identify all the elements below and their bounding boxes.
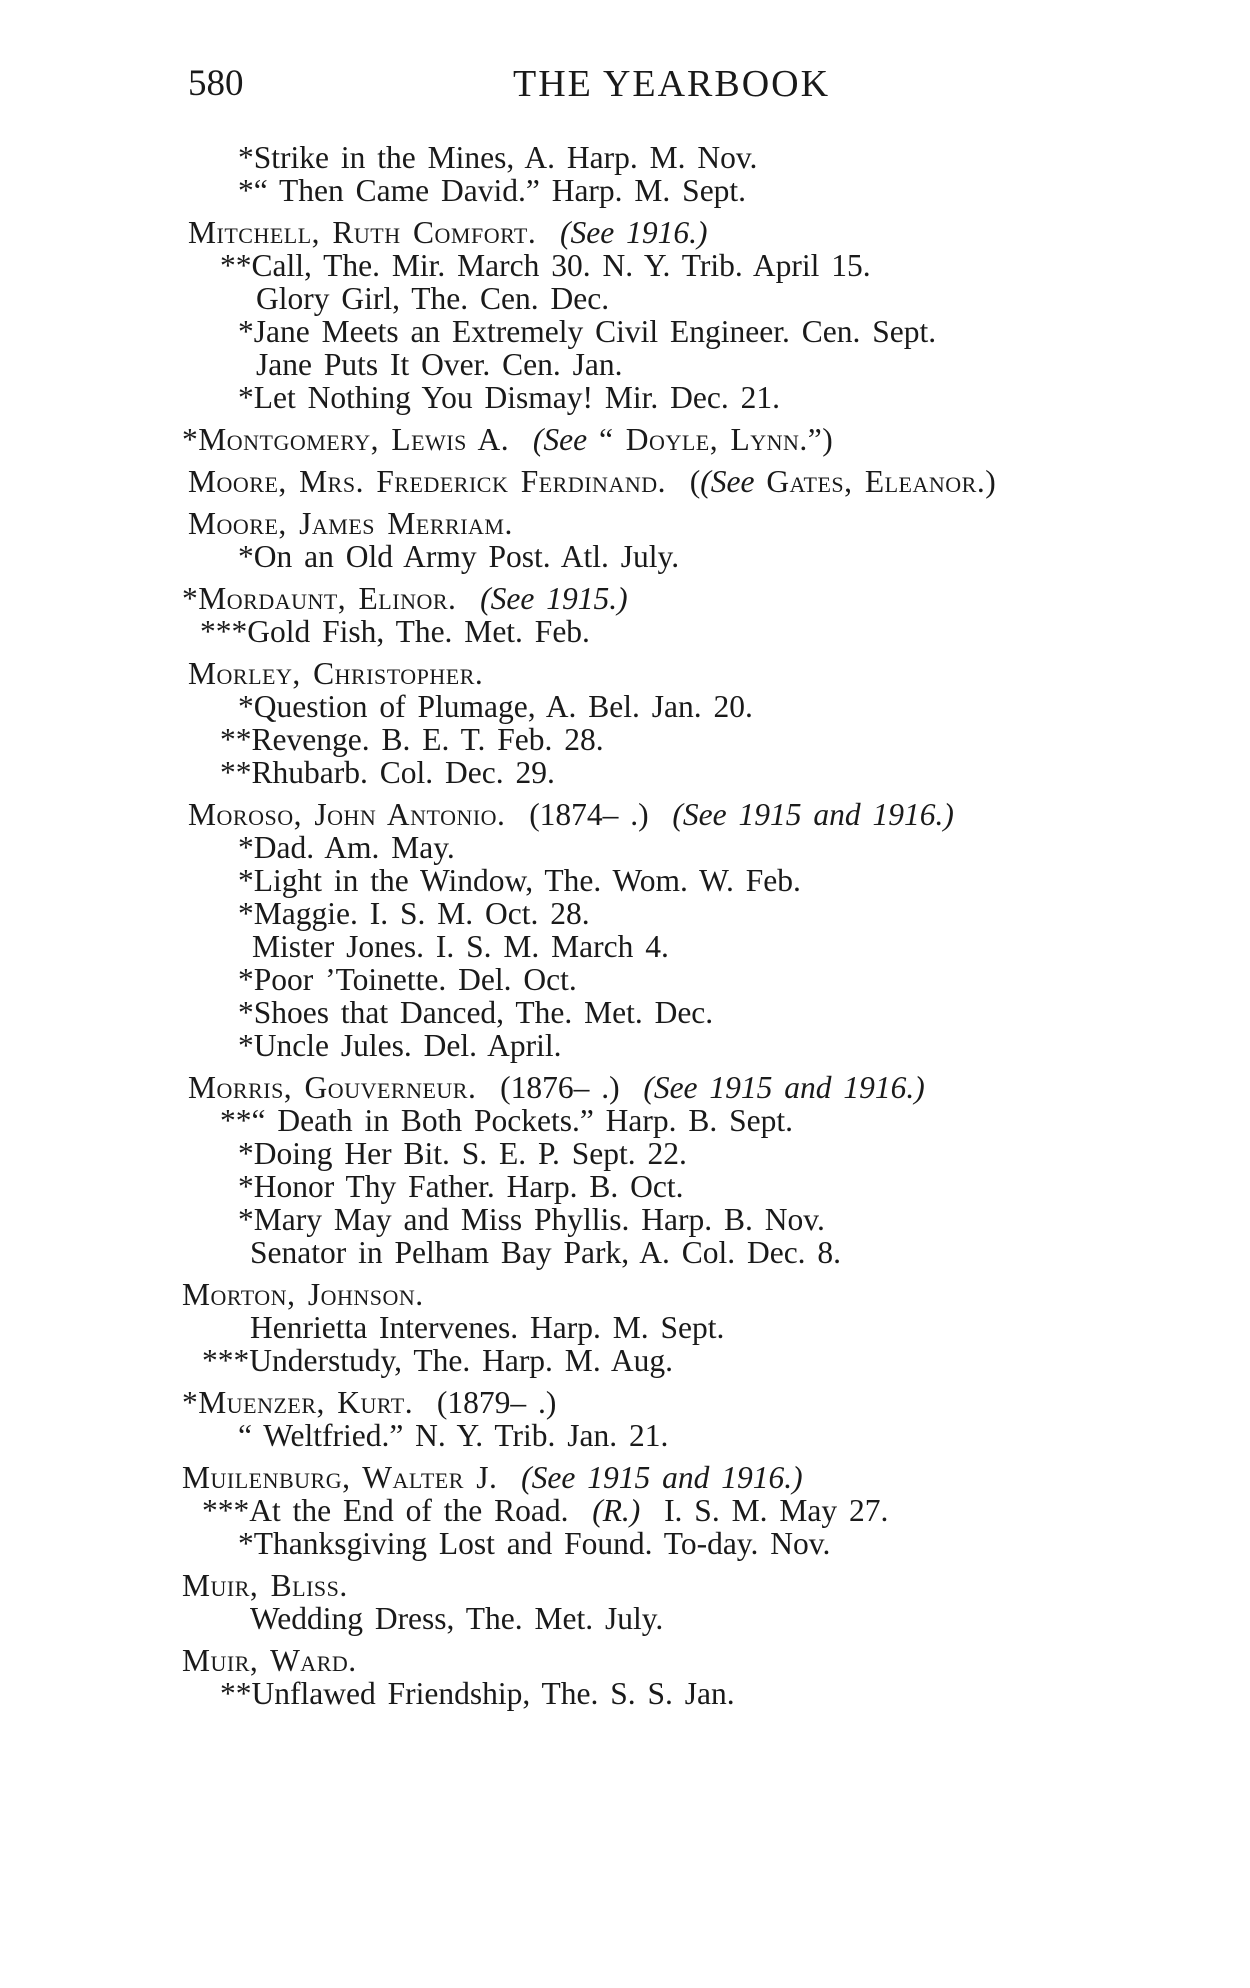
author-entry (0, 1569, 1250, 1602)
author-note-see: (See (700, 464, 755, 499)
author-note: (See 1915.) (480, 581, 628, 616)
page-header (188, 62, 908, 106)
author-name: Moroso, John Antonio. (188, 797, 506, 832)
title-line: *Thanksgiving Lost and Found. To-day. Nov. (238, 1526, 831, 1561)
author-name: *Mordaunt, Elinor. (182, 581, 457, 616)
title-line: *Let Nothing You Dismay! Mir. Dec. 21. (238, 380, 780, 415)
author-dates: (1874– .) (529, 797, 649, 832)
title-line: *Doing Her Bit. S. E. P. Sept. 22. (238, 1136, 687, 1171)
title-line: *Uncle Jules. Del. April. (238, 1028, 562, 1063)
page-number: 580 (188, 63, 244, 104)
title-line: Jane Puts It Over. Cen. Jan. (256, 347, 623, 382)
title-line: *Strike in the Mines, A. Harp. M. Nov. (238, 140, 758, 175)
title-line: Wedding Dress, The. Met. July. (250, 1601, 664, 1636)
author-entry (0, 1461, 1250, 1494)
author-note-ref: “ Doyle, Lynn.”) (598, 422, 834, 457)
author-name: Moore, Mrs. Frederick Ferdinand. (188, 464, 666, 499)
author-entry: Moore, Mrs. Frederick Ferdinand. ((See Gates, Eleanor.) (188, 464, 997, 499)
author-note: (See 1916.) (560, 215, 708, 250)
author-name: *Montgomery, Lewis A. (182, 422, 510, 457)
title-line: *Question of Plumage, A. Bel. Jan. 20. (238, 689, 753, 724)
author-note: (See 1915 and 1916.) (672, 797, 954, 832)
author-entry (0, 657, 1250, 690)
title-line: **Unflawed Friendship, The. S. S. Jan. (220, 1676, 735, 1711)
title-line: *Poor ’Toinette. Del. Oct. (238, 962, 577, 997)
title-line: ***Understudy, The. Harp. M. Aug. (202, 1343, 673, 1378)
author-name: *Muenzer, Kurt. (182, 1385, 414, 1420)
author-name: Moore, James Merriam. (188, 506, 513, 541)
author-entry (0, 798, 1250, 831)
title-line (0, 1494, 1250, 1527)
title-line: *Jane Meets an Extremely Civil Engineer. Cen. Sept. (238, 314, 937, 349)
author-entry (0, 1386, 1250, 1419)
title-line: *On an Old Army Post. Atl. July. (238, 539, 680, 574)
author-entry (0, 582, 1250, 615)
title-line: *Light in the Window, The. Wom. W. Feb. (238, 863, 801, 898)
author-note: (See 1915 and 1916.) (643, 1070, 925, 1105)
author-name: Muilenburg, Walter J. (182, 1460, 498, 1495)
title-line: *Shoes that Danced, The. Met. Dec. (238, 995, 714, 1030)
title-line: Mister Jones. I. S. M. March 4. (252, 929, 669, 964)
author-name: Muir, Bliss. (182, 1568, 348, 1603)
author-entry (0, 1278, 1250, 1311)
title-line: Senator in Pelham Bay Park, A. Col. Dec. 8. (250, 1235, 842, 1270)
author-name: Morris, Gouverneur. (188, 1070, 477, 1105)
title-line: Glory Girl, The. Cen. Dec. (256, 281, 610, 316)
title-line: **Revenge. B. E. T. Feb. 28. (220, 722, 604, 757)
author-name: Mitchell, Ruth Comfort. (188, 215, 537, 250)
author-entry (0, 423, 1250, 456)
author-entry (0, 507, 1250, 540)
author-entry (0, 1644, 1250, 1677)
title-line: **Rhubarb. Col. Dec. 29. (220, 755, 555, 790)
title-line: **“ Death in Both Pockets.” Harp. B. Sept. (220, 1103, 794, 1138)
author-note-see: (See (532, 422, 588, 457)
title-line: *Honor Thy Father. Harp. B. Oct. (238, 1169, 684, 1204)
author-entry (0, 216, 1250, 249)
author-name: Morton, Johnson. (182, 1277, 424, 1312)
author-dates: (1879– .) (436, 1385, 557, 1420)
index-listing (0, 141, 1250, 1710)
author-note-ref: Gates, Eleanor.) (766, 464, 997, 499)
reprint-mark: (R.) (592, 1493, 641, 1528)
title-line: *“ Then Came David.” Harp. M. Sept. (238, 173, 747, 208)
running-title: THE YEARBOOK (513, 63, 831, 105)
title-line: Henrietta Intervenes. Harp. M. Sept. (250, 1310, 725, 1345)
author-entry (0, 1071, 1250, 1104)
author-name: Muir, Ward. (182, 1643, 357, 1678)
title-line: *Dad. Am. May. (238, 830, 455, 865)
author-note: (See 1915 and 1916.) (521, 1460, 803, 1495)
title-text: ***At the End of the Road. (202, 1493, 569, 1528)
title-line: ***Gold Fish, The. Met. Feb. (200, 614, 590, 649)
title-line: *Maggie. I. S. M. Oct. 28. (238, 896, 590, 931)
title-source: I. S. M. May 27. (664, 1493, 889, 1528)
title-line: *Mary May and Miss Phyllis. Harp. B. Nov. (238, 1202, 825, 1237)
title-line: **Call, The. Mir. March 30. N. Y. Trib. April 15. (220, 248, 871, 283)
author-name: Morley, Christopher. (188, 656, 484, 691)
title-line: “ Weltfried.” N. Y. Trib. Jan. 21. (238, 1418, 669, 1453)
author-dates: (1876– .) (500, 1070, 620, 1105)
